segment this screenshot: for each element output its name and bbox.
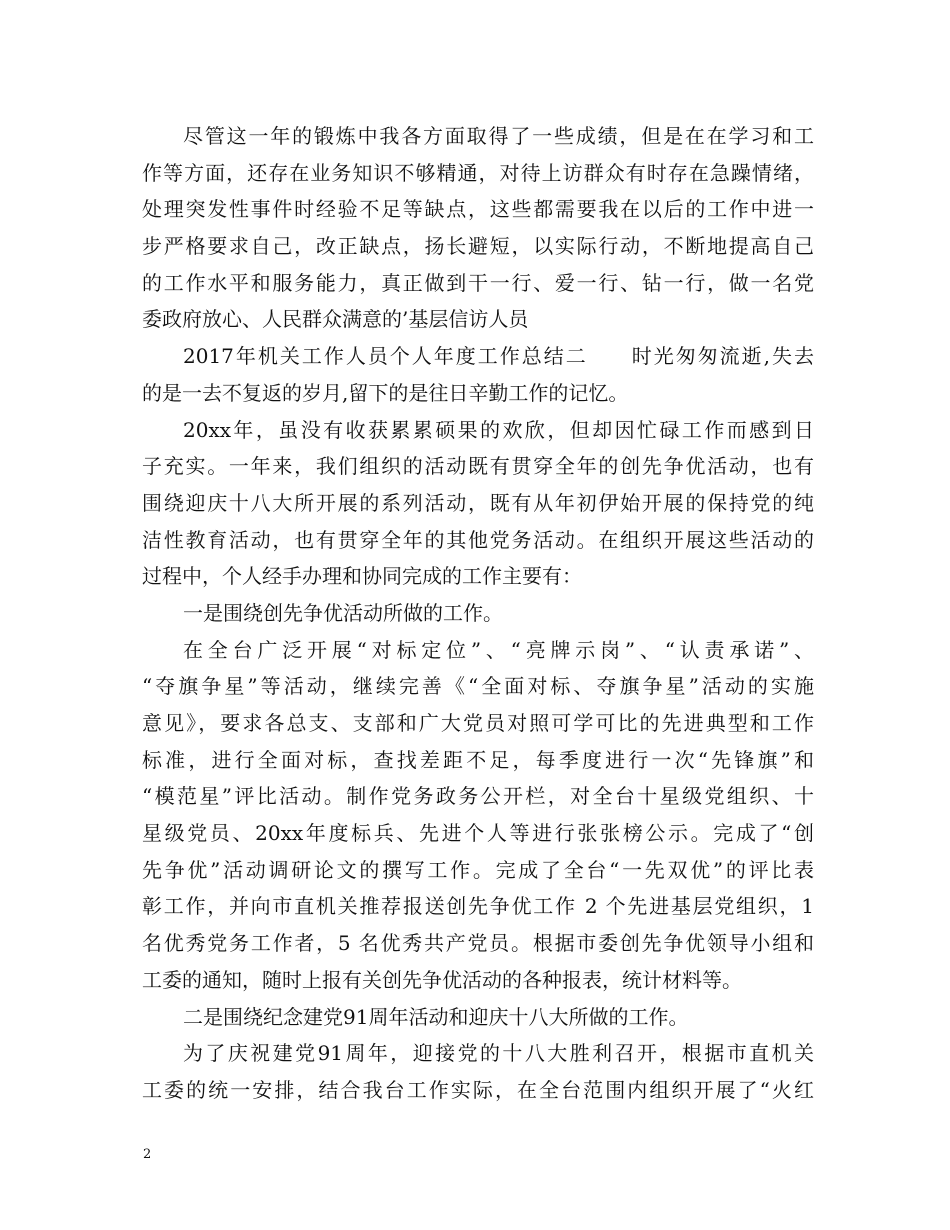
text-line: 星级党员、20xx年度标兵、先进个人等进行张张榜公示。完成了“创 xyxy=(142,821,814,846)
text-line: 标准，进行全面对标，查找差距不足，每季度进行一次“先锋旗”和 xyxy=(142,747,814,772)
text-line: 工委的通知，随时上报有关创先争优活动的各种报表，统计材料等。 xyxy=(142,967,742,992)
document-body xyxy=(142,118,814,1109)
text-line: 委政府放心、人民群众满意的’基层信访人员 xyxy=(142,307,529,332)
text-line: 意见》，要求各总支、支部和广大党员对照可学可比的先进典型和工作 xyxy=(142,711,814,735)
text-line: 在全台广泛开展“对标定位”、“亮牌示岗”、“认责承诺”、 xyxy=(183,637,814,662)
text-line: 2017年机关工作人员个人年度工作总结二 时光匆匆流逝,失去 xyxy=(183,344,814,369)
text-line: “模范星”评比活动。制作党务政务公开栏，对全台十星级党组织、十 xyxy=(142,784,814,809)
text-line: 步严格要求自己，改正缺点，扬长避短，以实际行动，不断地提高自己 xyxy=(142,234,814,259)
text-line: 尽管这一年的锻炼中我各方面取得了一些成绩，但是在在学习和工 xyxy=(183,124,814,148)
text-line: 为了庆祝建党91周年，迎接党的十八大胜利召开，根据市直机关 xyxy=(183,1041,814,1066)
text-line: 二是围绕纪念建党91周年活动和迎庆十八大所做的工作。 xyxy=(183,1004,689,1029)
page-number: 2 xyxy=(143,1147,152,1162)
text-line: 处理突发性事件时经验不足等缺点，这些都需要我在以后的工作中进一 xyxy=(142,197,814,222)
text-line: 洁性教育活动，也有贯穿全年的其他党务活动。在组织开展这些活动的 xyxy=(142,527,814,552)
text-line: 子充实。一年来，我们组织的活动既有贯穿全年的创先争优活动，也有 xyxy=(142,454,814,479)
text-line: 的是一去不复返的岁月,留下的是往日辛勤工作的记忆。 xyxy=(142,380,629,405)
text-line: 20xx年，虽没有收获累累硕果的欢欣，但却因忙碌工作而感到日 xyxy=(183,417,814,442)
text-line: 围绕迎庆十八大所开展的系列活动，既有从年初伊始开展的保持党的纯 xyxy=(142,490,814,515)
text-line: 彰工作，并向市直机关推荐报送创先争优工作 2 个先进基层党组织，1 xyxy=(142,894,814,919)
text-line: 作等方面，还存在业务知识不够精通，对待上访群众有时存在急躁情绪， xyxy=(142,160,814,185)
text-line: 名优秀党务工作者，5 名优秀共产党员。根据市委创先争优领导小组和 xyxy=(142,931,814,956)
text-line: 工委的统一安排，结合我台工作实际，在全台范围内组织开展了“火红 xyxy=(142,1077,814,1102)
text-line: 一是围绕创先争优活动所做的工作。 xyxy=(183,600,503,625)
text-line: 先争优”活动调研论文的撰写工作。完成了全台“一先双优”的评比表 xyxy=(142,857,814,882)
text-line: 的工作水平和服务能力，真正做到干一行、爱一行、钻一行，做一名党 xyxy=(142,270,814,295)
text-line: 过程中，个人经手办理和协同完成的工作主要有： xyxy=(142,564,582,589)
text-line: “夺旗争星”等活动，继续完善《“全面对标、夺旗争星”活动的实施 xyxy=(142,674,814,699)
